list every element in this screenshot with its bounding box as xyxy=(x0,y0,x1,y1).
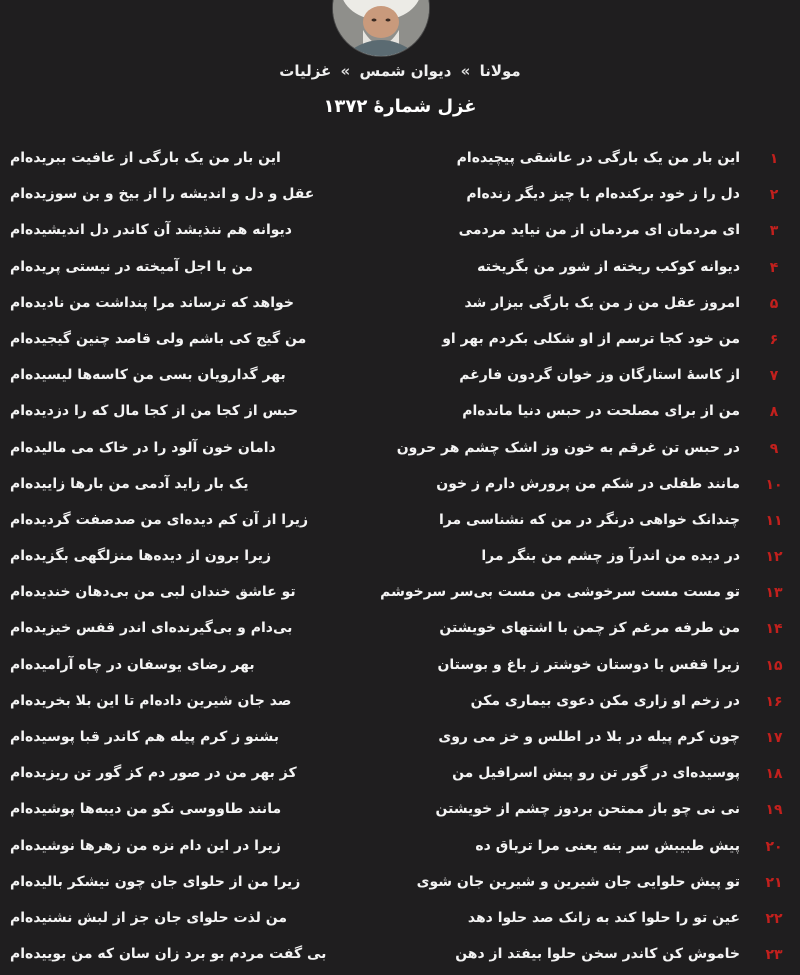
verse-number[interactable]: ۱ xyxy=(769,151,779,167)
verse-first-hemistich: چندانک خواهی درنگر در من که نشناسی مرا xyxy=(438,511,740,528)
breadcrumb-book-link[interactable]: دیوان شمس xyxy=(359,62,452,80)
verse-first-hemistich: پوسیده‌ای در گور تن رو پیش اسرافیل من xyxy=(452,765,740,782)
verse-row xyxy=(0,613,800,649)
verse-row xyxy=(0,541,800,577)
verse-row xyxy=(0,433,800,469)
verse-second-hemistich: زیرا از آن کم دیده‌ای من صدصفت گردیده‌ام xyxy=(10,511,309,528)
breadcrumb-separator: » xyxy=(340,62,351,80)
verse-row xyxy=(0,722,800,758)
verse-number[interactable]: ۴ xyxy=(769,259,779,276)
verse-first-hemistich: من خود کجا ترسم از او شکلی بکردم بهر او xyxy=(442,330,740,347)
verse-second-hemistich: یک بار زاید آدمی من بارها زاییده‌ام xyxy=(10,475,249,492)
poet-avatar xyxy=(333,0,429,56)
verse-first-hemistich: امروز عقل من ز من یک بارگی بیزار شد xyxy=(464,294,740,311)
verse-second-hemistich: زیرا من از حلوای جان چون نیشکر بالیده‌ام xyxy=(10,873,301,890)
verse-first-hemistich: چون کرم پیله در بلا در اطلس و خز می روی xyxy=(438,729,740,745)
verse-first-hemistich: در حبس تن غرقم به خون وز اشک چشم هر حرون xyxy=(396,439,740,456)
verse-number[interactable]: ۱۷ xyxy=(765,730,783,746)
verse-second-hemistich: تو عاشق خندان لبی من بی‌دهان خندیده‌ام xyxy=(10,584,296,601)
verse-first-hemistich: این بار من یک بارگی در عاشقی پیچیده‌ام xyxy=(456,150,740,166)
verse-row xyxy=(0,324,800,360)
verse-second-hemistich: دیوانه هم ننذیشد آن کاندر دل اندیشیده‌ام xyxy=(10,222,292,239)
verse-first-hemistich: من از برای مصلحت در حبس دنیا مانده‌ام xyxy=(462,403,740,420)
verse-row xyxy=(0,650,800,686)
verse-number[interactable]: ۱۳ xyxy=(765,585,783,602)
verse-row xyxy=(0,288,800,324)
verse-first-hemistich: عین تو را حلوا کند به زانک صد حلوا دهد xyxy=(467,909,740,926)
verse-second-hemistich: این بار من یک بارگی از عافیت ببریده‌ام xyxy=(10,150,281,166)
verse-first-hemistich: مانند طفلی در شکم من پرورش دارم ز خون xyxy=(436,475,740,492)
verse-row xyxy=(0,215,800,251)
verse-row xyxy=(0,577,800,613)
verse-number[interactable]: ۸ xyxy=(769,404,779,421)
verse-number[interactable]: ۹ xyxy=(769,440,779,457)
verse-first-hemistich: خاموش کن کاندر سخن حلوا بیفتد از دهن xyxy=(455,946,740,963)
verse-number[interactable]: ۱۸ xyxy=(765,766,783,783)
verse-first-hemistich: تو پیش حلوایی جان شیرین و شیرین جان شوی xyxy=(416,873,740,890)
verse-number[interactable]: ۱۱ xyxy=(765,512,783,529)
breadcrumb xyxy=(0,62,800,80)
verse-number[interactable]: ۱۶ xyxy=(765,693,783,710)
verse-row xyxy=(0,903,800,939)
verse-row xyxy=(0,686,800,722)
verse-number[interactable]: ۱۹ xyxy=(765,802,783,819)
verse-row xyxy=(0,939,800,975)
verse-number[interactable]: ۲ xyxy=(769,187,779,204)
verse-second-hemistich: من گیج کی باشم ولی قاصد چنین گیجیده‌ام xyxy=(10,330,307,347)
verse-first-hemistich: دل را ز خود برکنده‌ام با چیز دیگر زنده‌ام xyxy=(466,186,740,203)
verse-first-hemistich: تو مست مست سرخوشی من مست بی‌سر سرخوشم xyxy=(380,584,740,601)
verse-row xyxy=(0,396,800,432)
verse-first-hemistich: در دیده من اندرآ وز چشم من بنگر مرا xyxy=(481,548,740,565)
verse-first-hemistich: پیش طبیبش سر بنه یعنی مرا تریاق ده xyxy=(475,837,740,854)
verse-second-hemistich: بشنو ز کرم پیله هم کاندر قبا پوسیده‌ام xyxy=(10,729,280,745)
verse-first-hemistich: زیرا قفس با دوستان خوشتر ز باغ و بوستان xyxy=(437,656,740,673)
verse-second-hemistich: خواهد که ترساند مرا پنداشت من نادیده‌ام xyxy=(10,294,294,311)
poem-body xyxy=(0,143,800,975)
verse-number[interactable]: ۱۴ xyxy=(765,621,783,638)
verse-second-hemistich: عقل و دل و اندیشه را از بیخ و بن سوزیده‌ام xyxy=(10,186,315,203)
verse-number[interactable]: ۱۵ xyxy=(765,657,783,674)
verse-second-hemistich: بی گفت مردم بو برد زان سان که من بوییده‌ام xyxy=(10,946,327,963)
verse-first-hemistich: دیوانه کوکب ریخته از شور من بگریخته xyxy=(477,258,740,275)
verse-number[interactable]: ۷ xyxy=(769,368,779,385)
verse-second-hemistich: زیرا در این دام نزه من زهرها نوشیده‌ام xyxy=(10,837,281,854)
verse-second-hemistich: زیرا برون از دیده‌ها منزلگهی بگزیده‌ام xyxy=(10,548,272,565)
verse-number[interactable]: ۲۳ xyxy=(765,947,783,964)
verse-row xyxy=(0,179,800,215)
verse-second-hemistich: بهر گدارویان بسی من کاسه‌ها لیسیده‌ام xyxy=(10,367,286,384)
verse-row xyxy=(0,505,800,541)
verse-number[interactable]: ۱۲ xyxy=(765,549,783,566)
verse-second-hemistich: من لذت حلوای جان جز از لبش نشنیده‌ام xyxy=(10,909,288,926)
verse-number[interactable]: ۵ xyxy=(769,295,779,312)
breadcrumb-separator: » xyxy=(460,62,471,80)
verse-number[interactable]: ۶ xyxy=(769,331,779,348)
verse-second-hemistich: بهر رضای یوسفان در چاه آرامیده‌ام xyxy=(10,656,255,673)
verse-second-hemistich: بی‌دام و بی‌گیرنده‌ای اندر قفس خیزیده‌ام xyxy=(10,620,293,637)
verse-row xyxy=(0,758,800,794)
verse-number[interactable]: ۲۲ xyxy=(765,910,783,927)
verse-second-hemistich: دامان خون آلود را در خاک می مالیده‌ام xyxy=(10,439,276,456)
verse-second-hemistich: صد جان شیرین داده‌ام تا این بلا بخریده‌ام xyxy=(10,692,292,709)
verse-number[interactable]: ۳ xyxy=(769,223,779,240)
verse-first-hemistich: من طرفه مرغم کز چمن با اشتهای خویشتن xyxy=(439,620,740,637)
verse-number[interactable]: ۲۰ xyxy=(765,838,783,855)
page-title: غزل شمارهٔ ۱۳۷۲ xyxy=(323,96,477,117)
verse-second-hemistich: مانند طاووسی نکو من دیبه‌ها پوشیده‌ام xyxy=(10,801,282,818)
verse-second-hemistich: حبس از کجا من از کجا مال که را دزدیده‌ام xyxy=(10,403,299,420)
verse-first-hemistich: از کاسهٔ استارگان وز خوان گردون فارغم xyxy=(459,367,740,384)
verse-first-hemistich: نی نی چو باز ممتحن بردوز چشم از خویشتن xyxy=(435,801,740,818)
verse-first-hemistich: ای مردمان ای مردمان از من نیاید مردمی xyxy=(458,222,740,239)
verse-row xyxy=(0,867,800,903)
verse-first-hemistich: در زخم او زاری مکن دعوی بیماری مکن xyxy=(470,692,740,709)
verse-row xyxy=(0,360,800,396)
verse-second-hemistich: من با اجل آمیخته در نیستی پریده‌ام xyxy=(10,258,253,275)
verse-number[interactable]: ۲۱ xyxy=(765,874,783,891)
verse-row xyxy=(0,831,800,867)
verse-row xyxy=(0,469,800,505)
verse-second-hemistich: کز بهر من در صور دم کز گور تن ریزیده‌ام xyxy=(10,765,297,782)
breadcrumb-section-link[interactable]: غزلیات xyxy=(279,62,332,80)
verse-row xyxy=(0,794,800,830)
verse-row xyxy=(0,143,800,179)
verse-number[interactable]: ۱۰ xyxy=(765,476,783,493)
verse-row xyxy=(0,252,800,288)
breadcrumb-poet-link[interactable]: مولانا xyxy=(479,62,521,80)
